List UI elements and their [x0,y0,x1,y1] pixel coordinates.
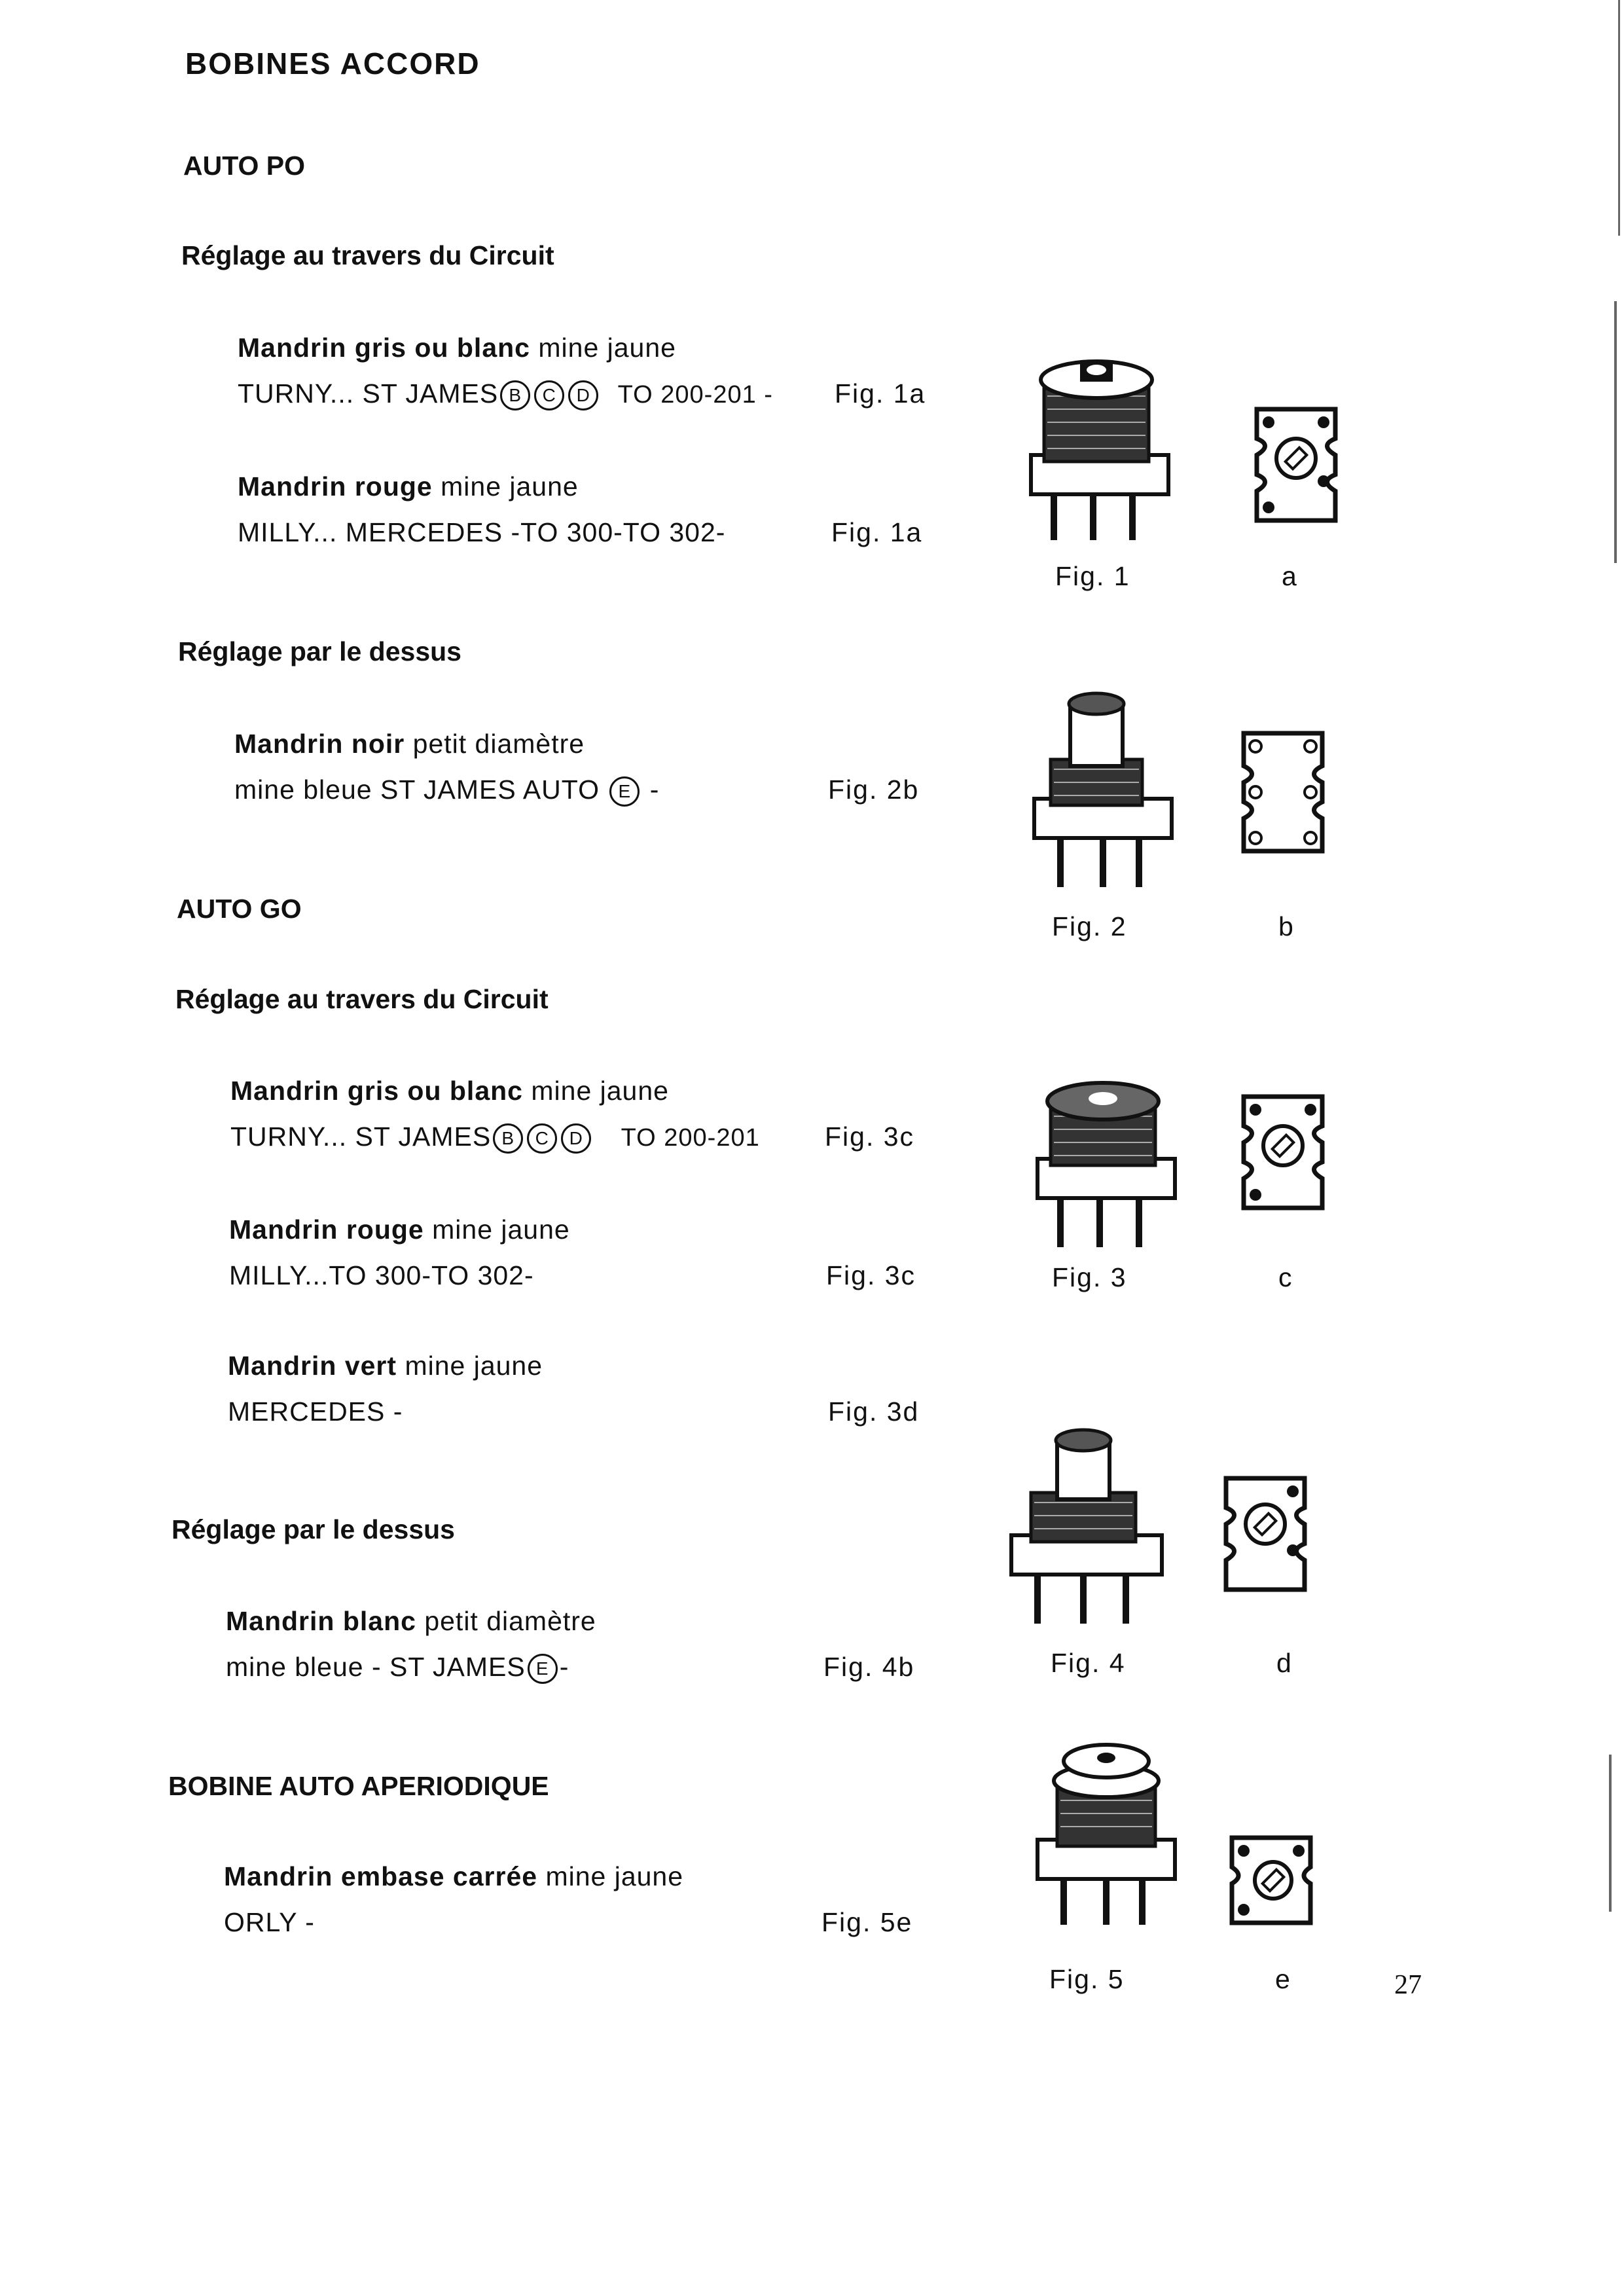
go-through-item-2-line-1 [229,1214,570,1245]
section-auto-po: AUTO PO [183,151,306,181]
models-tail: TO 200-201 - [617,381,773,409]
mine-label: mine jaune [538,333,676,363]
pad-layout-diagram [1234,727,1332,858]
circled-letter: C [527,1123,557,1154]
coil-illustration [1024,681,1182,890]
po-through-item-1-line-2 [238,378,773,410]
subsection-go-top: Réglage par le dessus [171,1514,455,1544]
detail-label: petit diamètre [412,729,585,759]
models-text: TURNY... ST JAMES [238,378,499,409]
coil-illustration [1028,1735,1185,1928]
scan-edge-mark [1609,1755,1612,1912]
fig-ref: Fig. 3c [826,1260,916,1290]
go-through-item-1-line-2 [230,1121,760,1154]
fig-ref: Fig. 5e [821,1907,913,1937]
go-through-item-2-line-2: MILLY...TO 300-TO 302- [229,1260,534,1290]
mine-label: mine jaune [545,1861,684,1891]
figure-caption: Fig. 1 [1055,561,1130,591]
fig-ref: Fig. 1a [835,378,926,409]
pad-layout-diagram [1247,403,1345,527]
circled-letter: C [534,380,564,410]
mandrin-label: Mandrin rouge [229,1214,424,1245]
fig-ref: Fig. 1a [831,517,923,547]
po-through-item-2-line-1 [238,471,579,502]
mine-label: mine jaune [405,1351,543,1381]
go-through-item-3-line-1 [228,1351,543,1381]
models-text: mine bleue ST JAMES AUTO [234,774,600,805]
mine-label: mine jaune [531,1076,669,1106]
po-top-item-1-line-1 [234,729,585,759]
models-text: TURNY... ST JAMES [230,1121,492,1152]
subsection-po-top: Réglage par le dessus [178,636,461,666]
po-top-item-1-line-2 [234,774,659,807]
models-text: mine bleue - ST JAMES [226,1652,526,1682]
section-aperiodique: BOBINE AUTO APERIODIQUE [168,1771,549,1801]
fig-ref: Fig. 3c [825,1121,915,1152]
mine-label: mine jaune [432,1214,570,1245]
figure-caption: Fig. 3 [1052,1262,1127,1292]
mandrin-label: Mandrin vert [228,1351,397,1381]
subsection-po-through: Réglage au travers du Circuit [181,240,554,270]
po-through-item-1-line-1 [238,333,676,363]
figure-letter: a [1282,561,1298,591]
go-top-item-1-line-1 [226,1606,596,1637]
coil-illustration [1005,1417,1175,1627]
mandrin-label: Mandrin rouge [238,471,433,501]
page-title: BOBINES ACCORD [185,46,480,81]
circled-letter: D [568,380,598,410]
fig-ref: Fig. 2b [828,774,920,805]
subsection-go-through: Réglage au travers du Circuit [175,984,549,1014]
models-tail: TO 200-201 [621,1124,760,1152]
mandrin-label: Mandrin gris ou blanc [230,1076,523,1106]
figure-caption: Fig. 2 [1052,911,1127,941]
aperiodique-item-line-1 [224,1861,683,1892]
fig-ref: Fig. 4b [823,1652,915,1682]
po-through-item-2-line-2: MILLY... MERCEDES -TO 300-TO 302- [238,517,726,547]
circled-letter: D [561,1123,591,1154]
scan-edge-mark [1618,0,1620,236]
figure-letter: b [1278,911,1295,941]
detail-label: petit diamètre [424,1606,596,1636]
figure-letter: d [1276,1648,1293,1678]
section-auto-go: AUTO GO [177,894,302,924]
go-through-item-3-line-2: MERCEDES - [228,1396,403,1427]
figure-letter: c [1278,1262,1293,1292]
mandrin-label: Mandrin embase carrée [224,1861,538,1891]
coil-illustration [1018,344,1182,547]
scan-edge-mark [1614,301,1617,563]
pad-layout-diagram [1234,1090,1332,1214]
mandrin-label: Mandrin noir [234,729,405,759]
pad-layout-diagram [1216,1472,1314,1596]
go-through-item-1-line-1 [230,1076,669,1106]
figure-letter: e [1275,1964,1291,1994]
fig-ref: Fig. 3d [828,1396,920,1427]
go-top-item-1-line-2 [226,1652,569,1684]
aperiodique-item-line-2: ORLY - [224,1907,315,1937]
circled-letter: B [493,1123,523,1154]
circled-letter: B [500,380,530,410]
circled-letter: E [528,1654,558,1684]
mine-label: mine jaune [441,471,579,501]
coil-illustration [1024,1074,1188,1250]
mandrin-label: Mandrin gris ou blanc [238,333,530,363]
figure-caption: Fig. 5 [1049,1964,1125,1994]
models-tail: - [559,1652,569,1682]
mandrin-label: Mandrin blanc [226,1606,416,1636]
pad-layout-diagram [1222,1831,1320,1929]
figure-caption: Fig. 4 [1051,1648,1126,1678]
models-tail: - [649,774,660,805]
circled-letter: E [609,776,640,807]
page-number: 27 [1394,1970,1422,2000]
